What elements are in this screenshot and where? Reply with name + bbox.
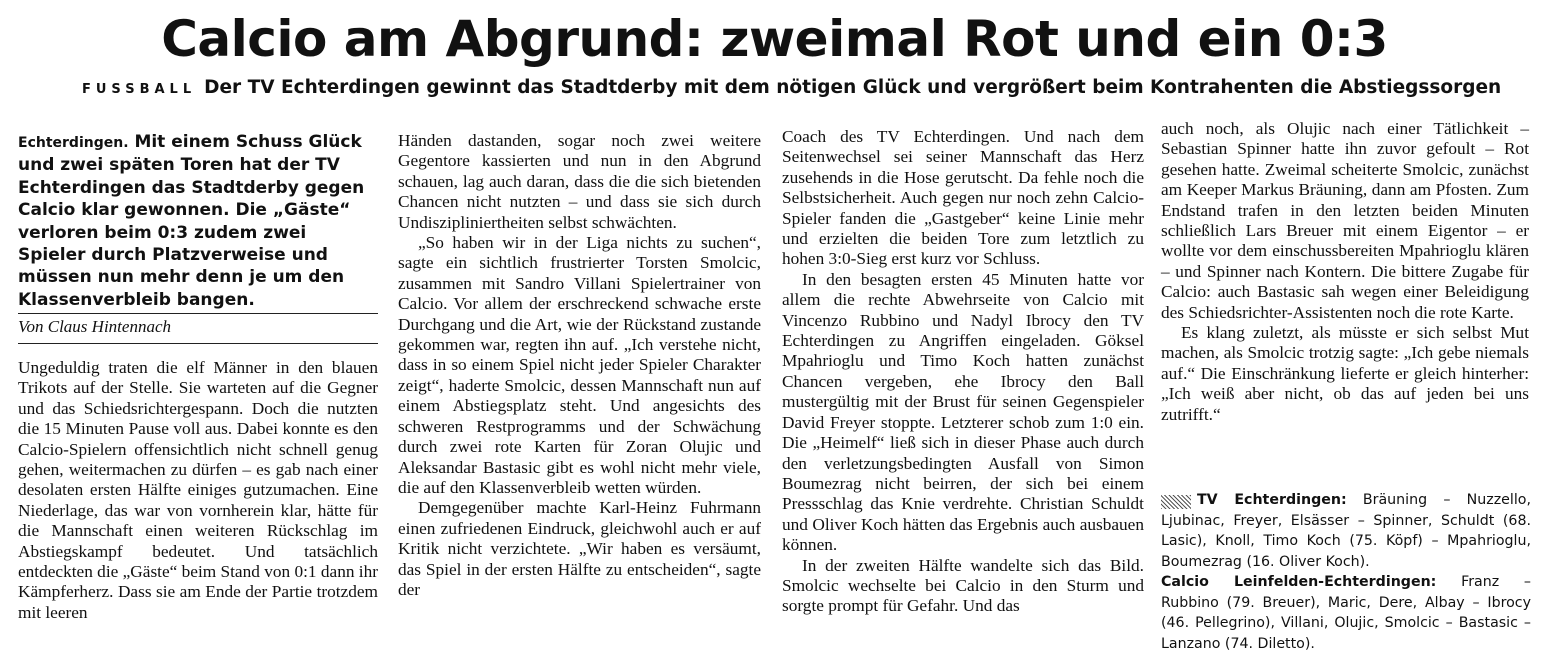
divider bbox=[18, 313, 378, 314]
lineup-home bbox=[1161, 490, 1531, 572]
article-column-3 bbox=[782, 127, 1144, 617]
paragraph: Ungeduldig traten die elf Männer in den blauen Trikots auf der Stelle. Sie warteten auf die Gegner und das Schiedsrichtergespann. Doch die nutzten die 15 Minuten Pause voll aus. Dabei konnte es den Calcio-Spielern offensichtlich nicht schnell genug gehen, weitermachen zu dürfen – es gab nach einer desolaten ersten Hälfte einiges gutzumachen. Eine Niederlage, das war von vornherein klar, hätte für die Mannschaft einen weiteren Rückschlag im Abstiegskampf bedeutet. Und tatsächlich entdeckten die „Gäste“ beim Stand von 0:1 dann ihr Kämpferherz. Dass sie am Ende der Partie trotzdem mit leeren bbox=[18, 358, 378, 622]
paragraph: Coach des TV Echterdingen. Und nach dem Seitenwechsel sei seiner Mannschaft das Herz zusehends in die Hose gerutscht. Da fehle noch die Selbstsicherheit. Auch gegen nur noch zehn Calcio-Spieler fanden die „Gastgeber“ keine Linie mehr und erzielten die beiden Tore zum letztlich zu hohen 3:0-Sieg erst kurz vor Schluss. bbox=[782, 127, 1144, 269]
article-column-2 bbox=[398, 131, 761, 600]
lead-paragraph bbox=[18, 131, 378, 311]
article-column-4 bbox=[1161, 119, 1529, 425]
lead-text: Mit einem Schuss Glück und zwei späten Toren hat der TV Echterdingen das Stadtderby gegen Calcio klar gewonnen. Die „Gäste“ verloren beim 0:3 zudem zwei Spieler durch Platzverweise und müssen nun mehr denn je um den Klassenverbleib bangen. bbox=[18, 132, 365, 310]
byline: Von Claus Hintennach bbox=[18, 317, 171, 336]
paragraph: In der zweiten Hälfte wandelte sich das Bild. Smolcic wechselte bei Calcio in den Sturm und sorgte prompt für Gefahr. Und das bbox=[782, 555, 1144, 616]
headline: Calcio am Abgrund: zweimal Rot und ein 0:3 bbox=[161, 10, 1388, 68]
paragraph: In den besagten ersten 45 Minuten hatte vor allem die rechte Abwehrseite von Calcio mit Vincenzo Rubbino und Nadyl Ibrocy den TV Echterdingen zu Angriffen eingeladen. Göksel Mpahrioglu und Timo Koch hatten zunächst Chancen vergeben, ehe Ibrocy den Ball mustergültig mit der Brust für seinen Gegenspieler David Freyer stoppte. Letzterer schob zum 1:0 ein. Die „Heimelf“ ließ sich in dieser Phase auch durch den verletzungsbedingten Ausfall von Simon Boumezrag nicht beirren, der sich bei einem Pressschlag das Knie verdrehte. Christian Schuldt und Oliver Koch hätten das Ergebnis auch ausbauen können. bbox=[782, 269, 1144, 555]
subheadline bbox=[82, 76, 1502, 102]
subheadline-text: Der TV Echterdingen gewinnt das Stadtderby mit dem nötigen Glück und vergrößert beim Kontrahenten die Abstiegssorgen bbox=[204, 77, 1502, 98]
lineups-box bbox=[1161, 490, 1531, 654]
article-column-1 bbox=[18, 358, 378, 623]
lead-place: Echterdingen. bbox=[18, 135, 129, 151]
paragraph: Händen dastanden, sogar noch zwei weitere Gegentore kassierten und nun in den Abgrund schauen, lag auch daran, dass die die sich bietenden Chancen nicht nutzten – und dass sie sich durch Undiszipliniertheiten selbst schwächten. bbox=[398, 131, 761, 232]
kicker: FUSSBALL bbox=[82, 82, 197, 97]
lineup-away bbox=[1161, 572, 1531, 654]
paragraph: auch noch, als Olujic nach einer Tätlichkeit – Sebastian Spinner hatte ihn zuvor gefoult – Rot gesehen hatte. Zweimal scheiterte Smolcic, zunächst am Keeper Markus Bräuning, dann am Pfosten. Zum Endstand trafen in den letzten beiden Minuten schließlich Lars Breuer mit einem Eigentor – er wollte vor dem einschussbereiten Mpahrioglu klären – und Spinner nach Kontern. Die bittere Zugabe für Calcio: auch Bastasic sah wegen einer Beleidigung des Schiedsrichter-Assistenten noch die rote Karte. bbox=[1161, 119, 1529, 322]
lineup-players: Franz – Rubbino (79. Breuer), Maric, Dere, Albay – Ibrocy (46. Pellegrino), Villani, Olujic, Smolcic – Bastasic – Lanzano (74. Diletto). bbox=[1161, 574, 1532, 652]
lineup-players: Bräuning – Nuzzello, Ljubinac, Freyer, Elsässer – Spinner, Schuldt (68. Lasic), Knoll, Timo Koch (75. Köpf) – Mpahrioglu, Boumezrag (16. Oliver Koch). bbox=[1161, 492, 1531, 570]
lineup-team: TV Echterdingen: bbox=[1197, 492, 1347, 508]
divider bbox=[18, 343, 378, 344]
lineup-team: Calcio Leinfelden-Echterdingen: bbox=[1161, 574, 1437, 590]
paragraph: „So haben wir in der Liga nichts zu suchen“, sagte ein sichtlich frustrierter Torsten Smolcic, zusammen mit Sandro Villani Spielertrainer von Calcio. Vor allem der erschreckend schwache erste Durchgang und die Art, wie der Rückstand zustande gekommen war, regten ihn auf. „Ich verstehe nicht, dass in so einem Spiel nicht jeder Spieler Charakter zeigt“, haderte Smolcic, dessen Mannschaft nun auf einem Abstiegsplatz steht. Und angesichts des schweren Restprogramms und der Schwächung durch zwei rote Karten für Zoran Olujic und Aleksandar Bastasic gibt es wohl nicht mehr viele, die auf den Klassenverbleib wetten würden. bbox=[398, 233, 761, 497]
paragraph: Es klang zuletzt, als müsste er sich selbst Mut machen, als Smolcic trotzig sagte: „Ich gebe niemals auf.“ Die Einschränkung lieferte er gleich hinterher: „Ich weiß aber nicht, ob das auf jeden bei uns zutrifft.“ bbox=[1161, 323, 1529, 424]
paragraph: Demgegenüber machte Karl-Heinz Fuhrmann einen zufriedenen Eindruck, gleichwohl auch er auf Kritik nicht verzichtete. „Wir haben es versäumt, das Spiel in der ersten Hälfte zu entscheiden“, sagte der bbox=[398, 498, 761, 599]
